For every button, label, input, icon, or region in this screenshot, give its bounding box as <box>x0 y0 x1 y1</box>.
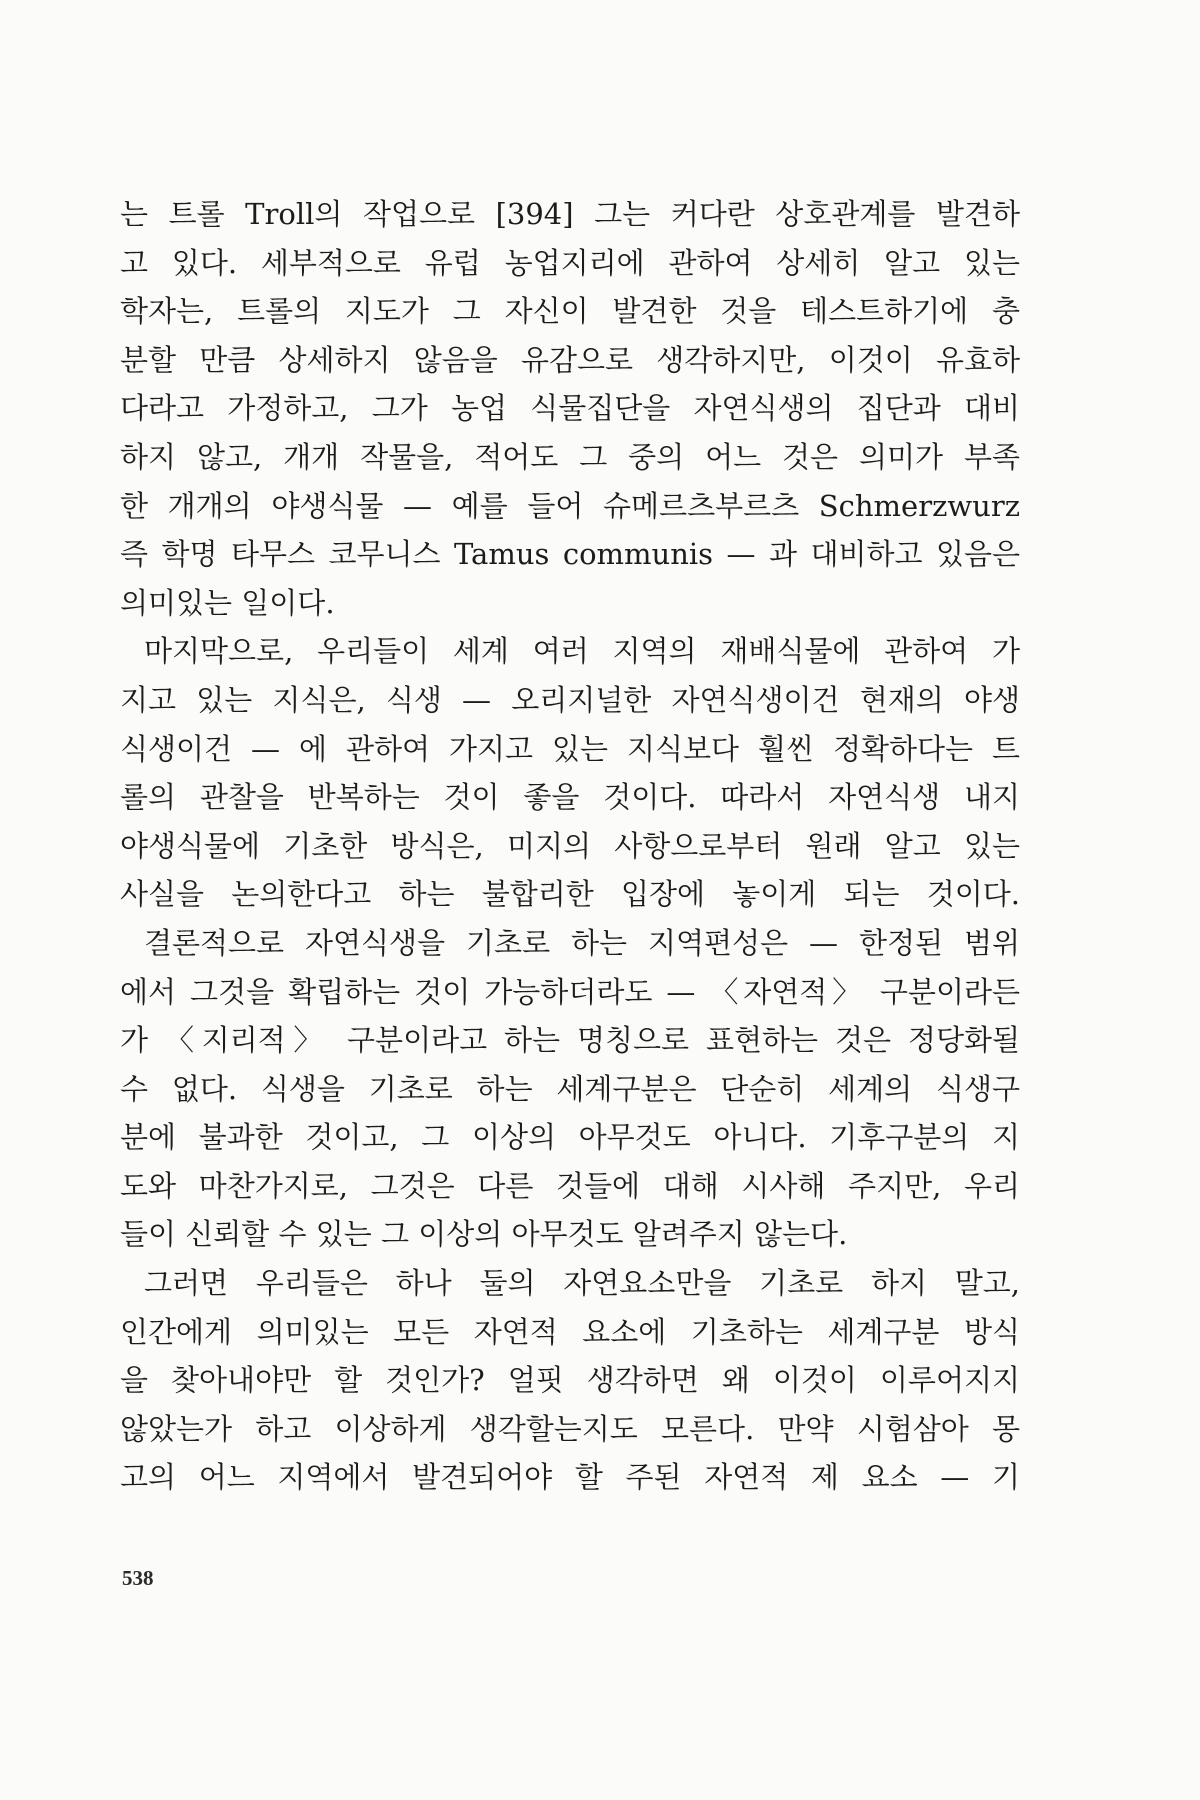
text-line: 즉 학명 타무스 코무니스 Tamus communis — 과 대비하고 있음은 <box>120 537 1020 572</box>
text-line: 식생이건 — 에 관하여 가지고 있는 지식보다 훨씬 정확하다는 트 <box>120 731 1020 766</box>
paragraph-start-line: 마지막으로, 우리들이 세계 여러 지역의 재배식물에 관하여 가 <box>144 634 1020 669</box>
text-line: 들이 신뢰할 수 있는 그 이상의 아무것도 알려주지 않는다. <box>120 1217 848 1252</box>
text-line: 롤의 관찰을 반복하는 것이 좋을 것이다. 따라서 자연식생 내지 <box>120 780 1020 815</box>
text-line: 사실을 논의한다고 하는 불합리한 입장에 놓이게 되는 것이다. <box>120 877 1020 912</box>
paragraph-start-line: 결론적으로 자연식생을 기초로 하는 지역편성은 — 한정된 범위 <box>144 925 1020 960</box>
text-line: 고의 어느 지역에서 발견되어야 할 주된 자연적 제 요소 — 기 <box>120 1460 1020 1495</box>
text-line: 의미있는 일이다. <box>120 585 335 620</box>
body-text <box>120 190 1020 1502</box>
text-line: 인간에게 의미있는 모든 자연적 요소에 기초하는 세계구분 방식 <box>120 1314 1020 1349</box>
text-line: 한 개개의 야생식물 — 예를 들어 슈메르츠부르츠 Schmerzwurz <box>120 488 1020 523</box>
text-line: 않았는가 하고 이상하게 생각할는지도 모른다. 만약 시험삼아 몽 <box>120 1411 1020 1446</box>
paragraph-start-line: 그러면 우리들은 하나 둘의 자연요소만을 기초로 하지 말고, <box>144 1266 1020 1301</box>
text-line: 고 있다. 세부적으로 유럽 농업지리에 관하여 상세히 알고 있는 <box>120 245 1020 280</box>
text-line: 분에 불과한 것이고, 그 이상의 아무것도 아니다. 기후구분의 지 <box>120 1120 1020 1155</box>
text-line: 학자는, 트롤의 지도가 그 자신이 발견한 것을 테스트하기에 충 <box>120 294 1020 329</box>
text-line: 을 찾아내야만 할 것인가? 얼핏 생각하면 왜 이것이 이루어지지 <box>120 1363 1020 1398</box>
text-line: 하지 않고, 개개 작물을, 적어도 그 중의 어느 것은 의미가 부족 <box>120 439 1020 474</box>
text-line: 야생식물에 기초한 방식은, 미지의 사항으로부터 원래 알고 있는 <box>120 828 1020 863</box>
page-number: 538 <box>122 1566 154 1590</box>
text-line: 다라고 가정하고, 그가 농업 식물집단을 자연식생의 집단과 대비 <box>120 391 1020 426</box>
text-line: 에서 그것을 확립하는 것이 가능하더라도 — 〈자연적〉 구분이라든 <box>120 974 1020 1009</box>
text-line: 수 없다. 식생을 기초로 하는 세계구분은 단순히 세계의 식생구 <box>120 1071 1020 1106</box>
text-line: 가 〈지리적〉 구분이라고 하는 명칭으로 표현하는 것은 정당화될 <box>120 1023 1020 1058</box>
text-line: 지고 있는 지식은, 식생 — 오리지널한 자연식생이건 현재의 야생 <box>120 682 1020 717</box>
text-line: 분할 만큼 상세하지 않음을 유감으로 생각하지만, 이것이 유효하 <box>120 342 1020 377</box>
text-line: 도와 마찬가지로, 그것은 다른 것들에 대해 시사해 주지만, 우리 <box>120 1168 1020 1203</box>
text-line: 는 트롤 Troll의 작업으로 [394] 그는 커다란 상호관계를 발견하 <box>120 197 1020 231</box>
